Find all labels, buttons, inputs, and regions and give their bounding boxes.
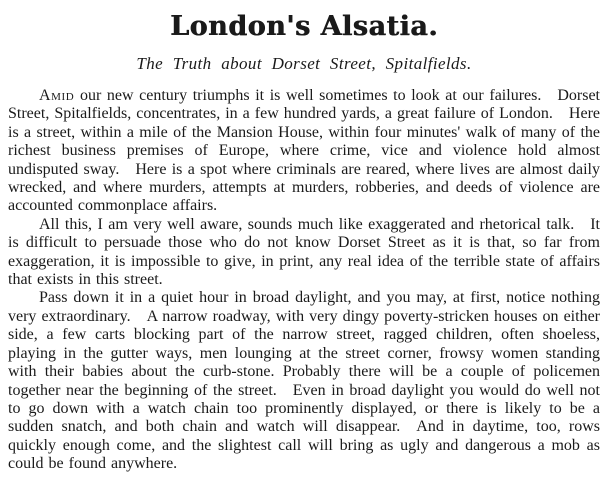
paragraph-pass-down: Pass down it in a quiet hour in broad daylight, and you may, at first, notice nothing very extraordinary. A narrow roadway, with very dingy poverty-stricken houses on either side, a few carts blocking part of the narrow street, ragged children, often shoeless, playing in the gutter ways, men lounging at the street corner, frowsy women standing with their babies about the curb-stone. Probably there will be a couple of policemen together near the beginning of the street. Even in broad daylight you would do well not to go down with a watch chain too prominently displayed, or there is likely to be a sudden snatch, and both chain and watch will disappear. And in daytime, too, rows quickly enough come, and the slightest call will bring as ugly and dangerous a mob as could be found anywhere. bbox=[8, 289, 600, 473]
paragraph-amid-text: our new century triumphs it is well sometimes to look at our failures. Dorset Street, Spitalfields, concentrates, in a few hundred yards, a great failure of London. Here is a street, within a mile of the Mansion House, within four minutes' walk of many of the richest business premises of Europe, where crime, vice and violence hold almost undisputed sway. Here is a spot where criminals are reared, where lives are almost daily wrecked, and where murders, attempts at murders, robberies, and deeds of violence are accounted commonplace affairs. bbox=[8, 87, 600, 215]
article-subtitle: The Truth about Dorset Street, Spitalfields. bbox=[136, 54, 472, 73]
article-body bbox=[8, 87, 600, 474]
lead-word-amid: Amid bbox=[39, 87, 75, 104]
paragraph-all-this: All this, I am very well aware, sounds much like exaggerated and rhetorical talk. It is difficult to persuade those who do not know Dorset Street as it is that, so far from exaggeration, it is impossible to give, in print, any real idea of the terrible state of affairs that exists in this street. bbox=[8, 215, 600, 289]
paragraph-amid bbox=[8, 87, 600, 216]
article-title: London's Alsatia. bbox=[169, 11, 439, 42]
